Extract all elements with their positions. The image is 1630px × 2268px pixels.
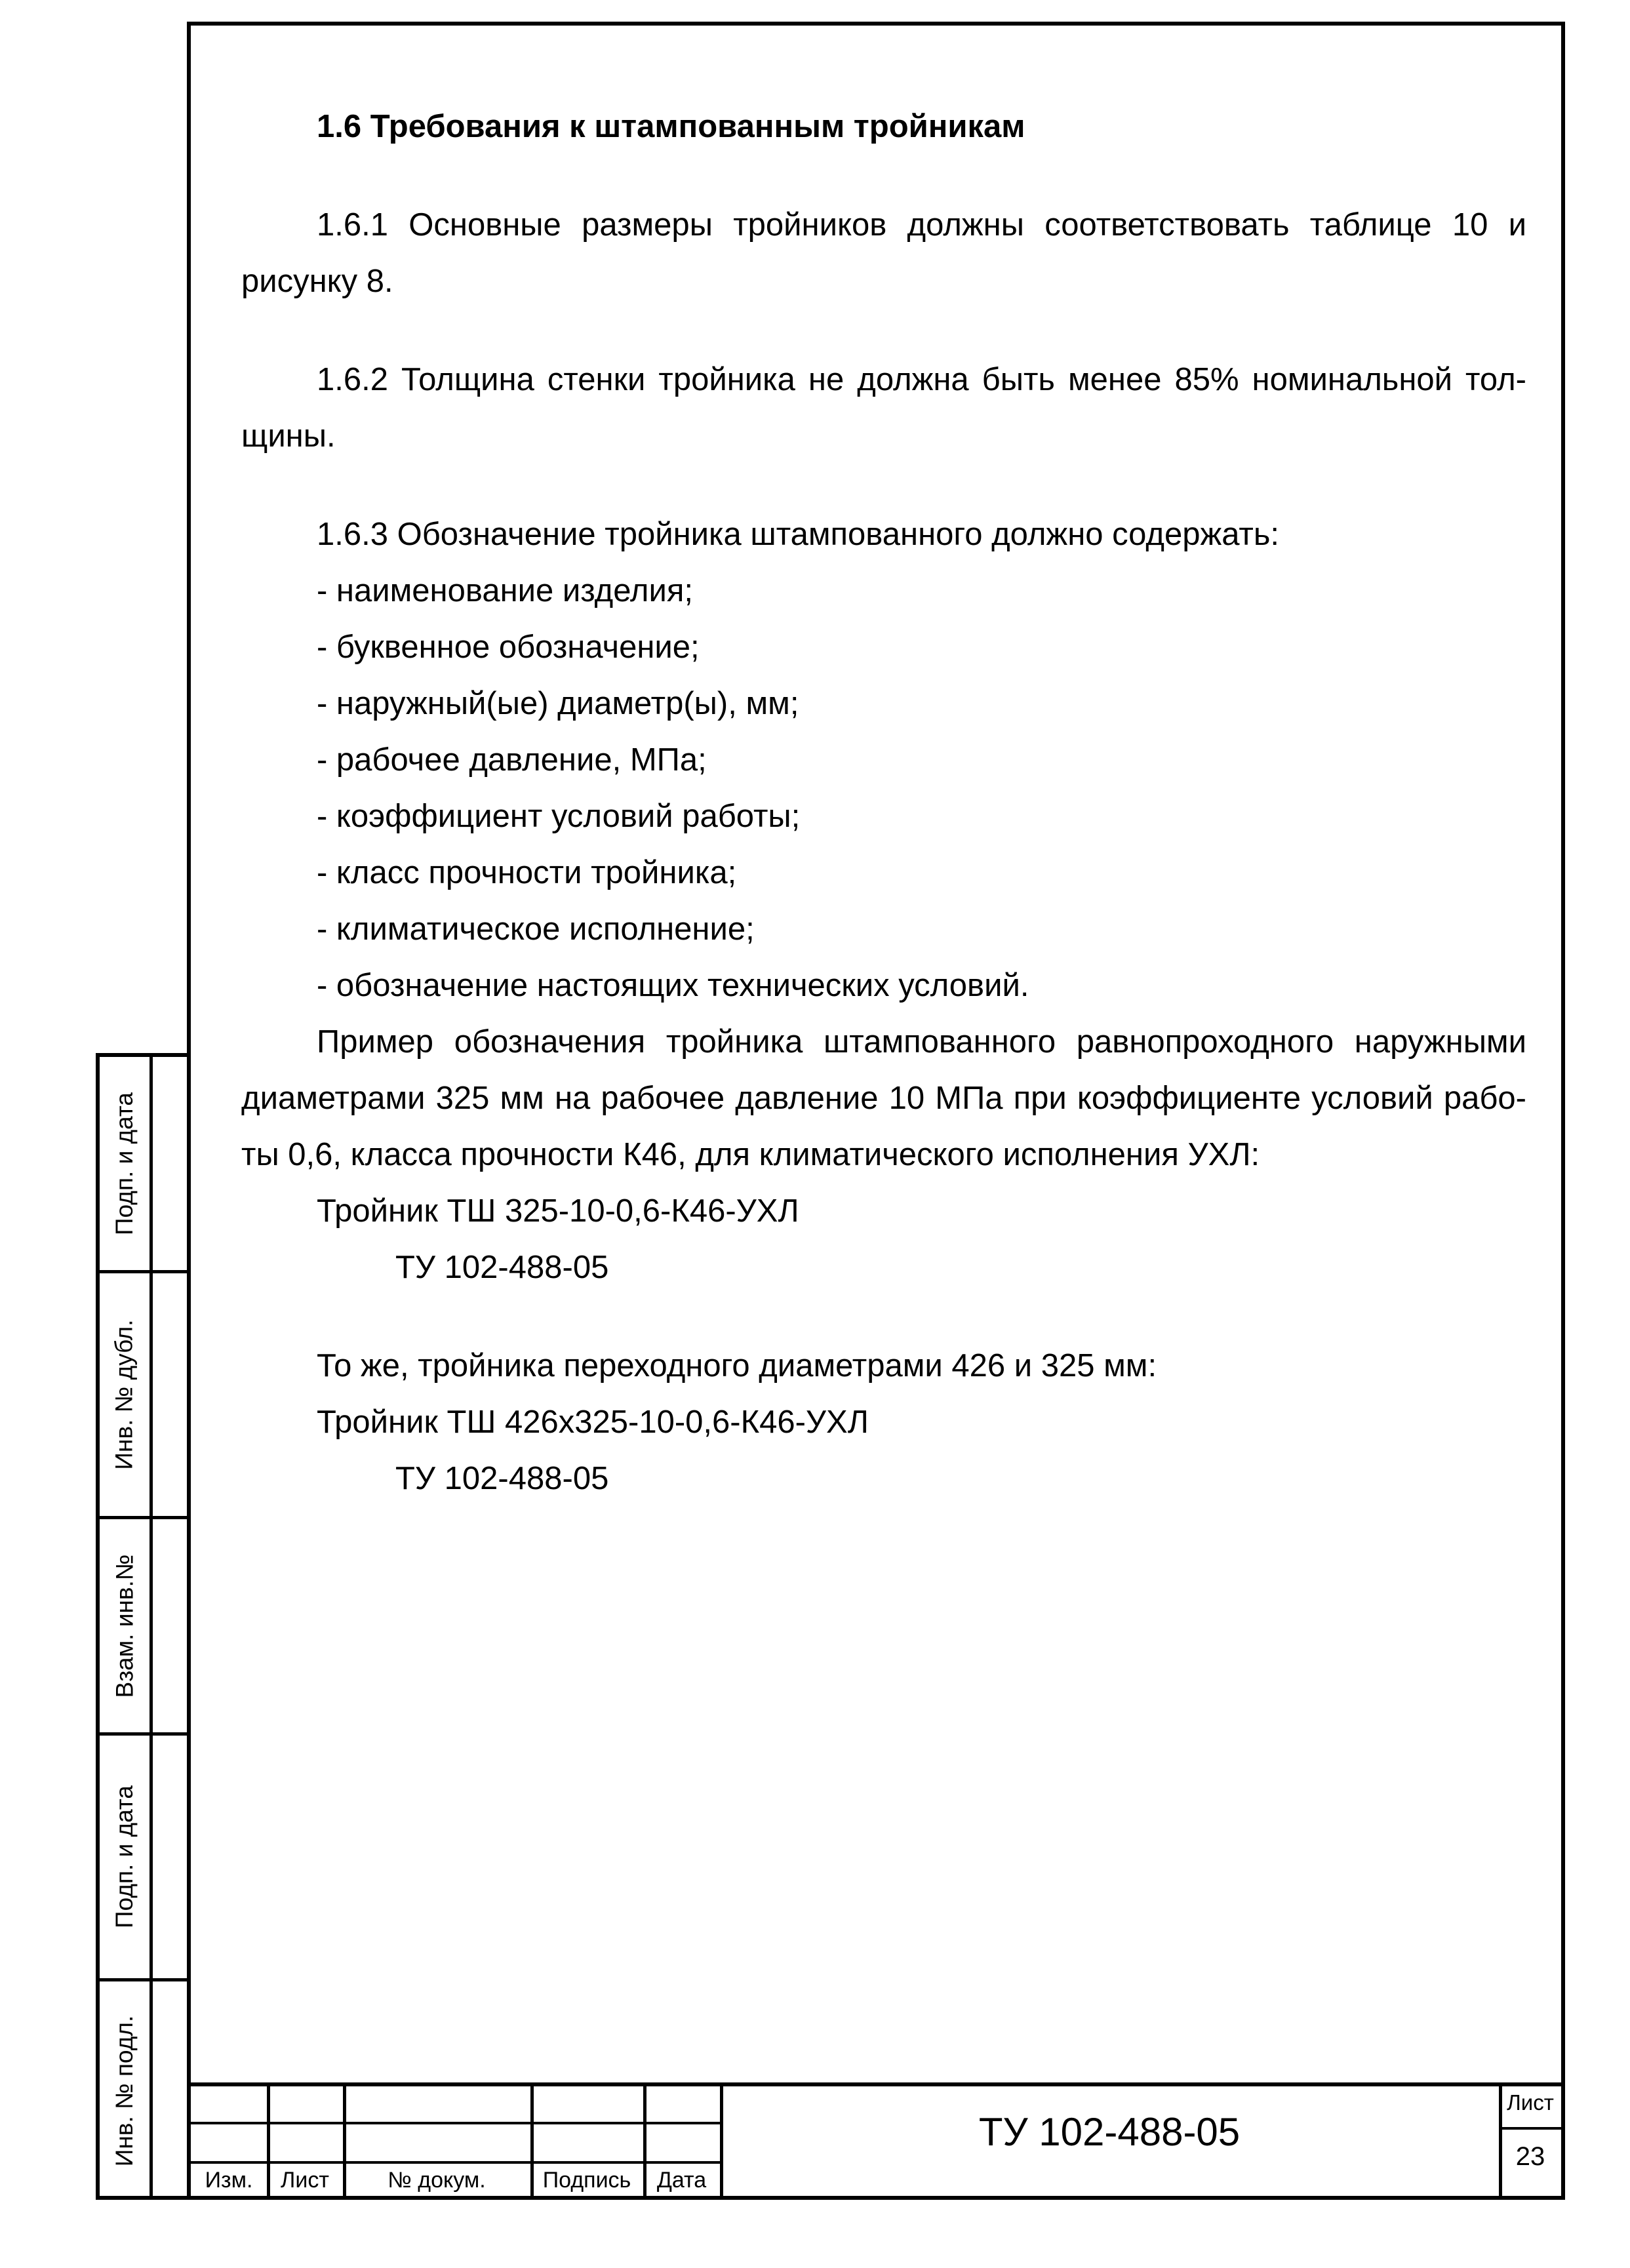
sheet-number: 23 [1515,2142,1545,2171]
title-block [191,2082,1561,2200]
example2-intro: То же, тройника переходного диаметрами 426 и 325 мм: [317,1348,1157,1383]
section-title: 1.6 Требования к штампованным тройникам [317,109,1025,144]
side-cell-sign-date [100,1057,191,1273]
document-code: ТУ 102-488-05 [978,2110,1241,2154]
paragraph-1-6-3: 1.6.3 Обозначение тройника штампованного должно содержать: [317,517,1279,552]
example-intro: Пример обозначения тройника штампованного равнопроходного наружными диаметрами 325 мм на рабочее давление 10 МПа при коэффициенте условий рабо-ты 0,6, класса прочности К46, для климатического исполнения УХЛ: [241,1024,1526,1172]
list-item: - обозначение настоящих технических условий. [317,968,1029,1003]
paragraph-1-6-1: 1.6.1 Основные размеры тройников должны соответствовать таблице 10 и рисунку 8. [241,207,1526,299]
list-item: - буквенное обозначение; [317,629,700,665]
document-body [241,98,1526,1507]
list-item: - коэффициент условий работы; [317,799,801,834]
list-item: - наименование изделия; [317,573,693,608]
side-label: Подп. и дата [111,1092,138,1235]
side-cell-dup-inv [100,1273,191,1519]
example1-standard: ТУ 102-488-05 [395,1250,609,1285]
example1-designation: Тройник ТШ 325-10-0,6-К46-УХЛ [317,1193,799,1229]
side-stamp [96,1053,191,2200]
side-label: Инв. № подл. [111,2015,138,2166]
tb-row-line [191,2161,720,2164]
list-item: - наружный(ые) диаметр(ы), мм; [317,686,799,721]
list-item: - класс прочности тройника; [317,855,737,890]
tb-sheet-line [1499,2127,1561,2130]
col-list: Лист [281,2168,329,2193]
side-cell-orig-inv [100,1981,191,2200]
list-item: - рабочее давление, МПа; [317,742,707,778]
example2-designation: Тройник ТШ 426х325-10-0,6-К46-УХЛ [317,1404,869,1440]
tb-row-line [191,2122,720,2124]
col-izm: Изм. [205,2168,253,2193]
side-label: Инв. № дубл. [111,1319,138,1470]
col-signature: Подпись [542,2168,631,2193]
requirements-list [241,563,1526,1014]
list-item: - климатическое исполнение; [317,911,755,947]
side-cell-sign-date-2 [100,1736,191,1981]
paragraph-1-6-2: 1.6.2 Толщина стенки тройника не должна быть менее 85% номинальной тол-щины. [241,362,1526,454]
sheet-label: Лист [1507,2090,1554,2115]
col-date: Дата [656,2168,707,2193]
side-cell-replace-inv [100,1519,191,1736]
example2-standard: ТУ 102-488-05 [395,1461,609,1496]
side-label: Подп. и дата [111,1785,138,1928]
col-doc-number: № докум. [388,2168,486,2193]
side-label: Взам. инв.№ [111,1554,138,1698]
